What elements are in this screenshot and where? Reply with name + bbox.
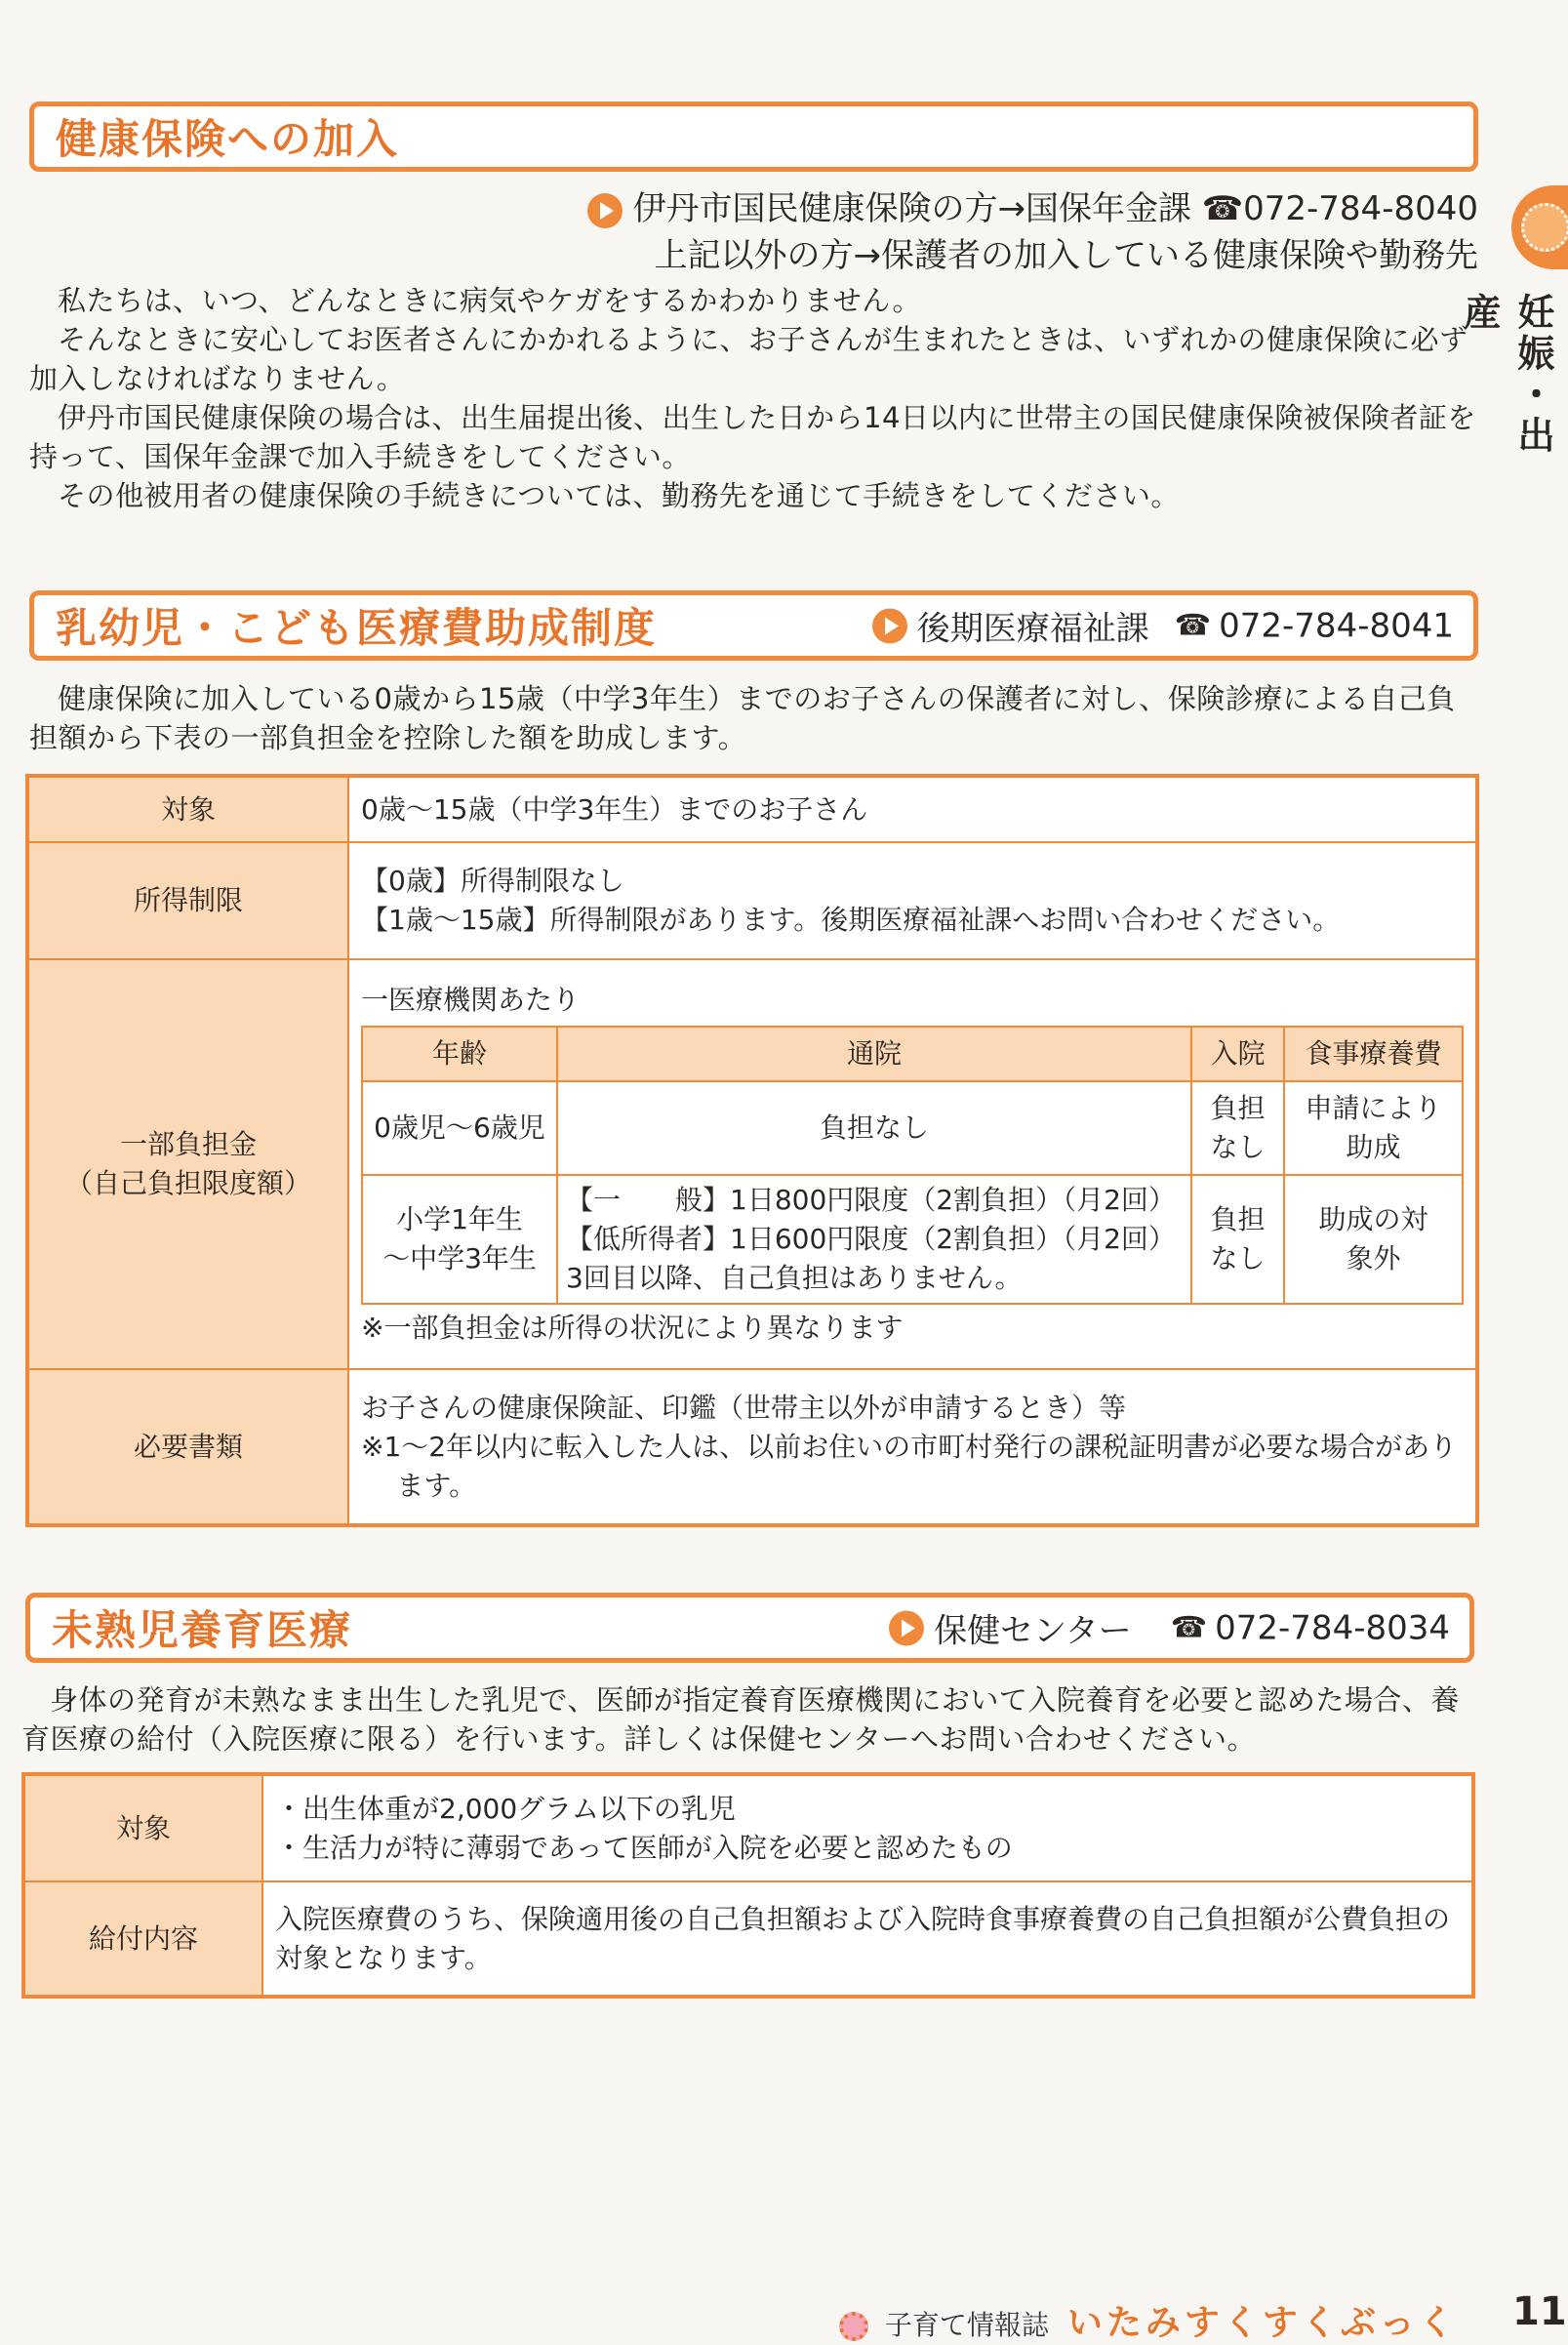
phone-icon: ☎ (1174, 608, 1212, 643)
copay-sub-table (361, 1026, 1464, 1305)
section-header-medical-subsidy (29, 590, 1478, 661)
paragraph: その他被用者の健康保険の手続きについては、勤務先を通じて手続きをしてください。 (58, 479, 1180, 512)
section-contact (889, 1604, 1450, 1652)
row-label-income: 所得制限 (27, 842, 348, 959)
row-label-target: 対象 (23, 1774, 262, 1881)
section-contact (872, 602, 1454, 650)
contact-line-other: 上記以外の方→保護者の加入している健康保険や勤務先 (654, 236, 1478, 275)
section-header-health-insurance (29, 101, 1478, 172)
cell-inpatient: 負担なし (1191, 1081, 1284, 1175)
flower-icon (839, 2312, 868, 2341)
cell-inpatient: 負担なし (1191, 1175, 1284, 1304)
brand-name: いたみすくすくぶっく (1066, 2303, 1458, 2343)
chapter-label: 妊娠・出産 (1458, 293, 1554, 457)
section2-intro: 健康保険に加入している0歳から15歳（中学3年生）までのお子さんの保護者に対し、保険診療による自己負担額から下表の一部負担金を控除した額を助成します。 (29, 682, 1456, 754)
paragraph: そんなときに安心してお医者さんにかかれるように、お子さんが生まれたときは、いずれかの健康保険に必ず加入しなければなりません。 (29, 323, 1468, 395)
magazine-label: 子育て情報誌 (884, 2309, 1049, 2341)
page-footer (839, 2289, 1567, 2345)
row-value-benefit: 入院医療費のうち、保険適用後の自己負担額および入院時食事療養費の自己負担額が公費負担の対象となります。 (262, 1881, 1473, 1997)
section-title: 未熟児養育医療 (52, 1606, 353, 1654)
premature-care-table (21, 1772, 1475, 1999)
section1-contacts (390, 185, 1478, 279)
copay-note: ※一部負担金は所得の状況により異なります (361, 1312, 904, 1344)
section3-intro: 身体の発育が未熟なまま出生した乳児で、医師が指定養育医療機関において入院養育を必要と認めた場合、養育医療の給付（入院医療に限る）を行います。詳しくは保健センターへお問い合わせください。 (21, 1683, 1460, 1756)
cell-outpatient: 負担なし (557, 1081, 1191, 1175)
row-value-copay (348, 959, 1477, 1369)
play-arrow-icon (889, 1610, 924, 1645)
row-label-copay: 一部負担金 （自己負担限度額） (27, 959, 348, 1369)
header-inpatient: 入院 (1191, 1027, 1284, 1081)
row-value-target: ・出生体重が2,000グラム以下の乳児 ・生活力が特に薄弱であって医師が入院を必要と認めたもの (262, 1774, 1473, 1881)
cell-age: 0歳児〜6歳児 (362, 1081, 557, 1175)
cell-outpatient: 【一 般】1日800円限度（2割負担）（月2回） 【低所得者】1日600円限度（2割負担）（月2回） 3回目以降、自己負担はありません。 (557, 1175, 1191, 1304)
header-age: 年齢 (362, 1027, 557, 1081)
contact-phone[interactable]: 072-784-8034 (1215, 1608, 1450, 1647)
header-outpatient: 通院 (557, 1027, 1191, 1081)
cell-meal: 申請により助成 (1284, 1081, 1463, 1175)
row-label-docs: 必要書類 (27, 1369, 348, 1525)
phone-icon: ☎ (1170, 1610, 1208, 1645)
contact-phone[interactable]: 072-784-8041 (1219, 606, 1454, 645)
header-meal: 食事療養費 (1284, 1027, 1463, 1081)
paragraph: 私たちは、いつ、どんなときに病気やケガをするかわかりません。 (58, 284, 922, 317)
section-header-premature-care (25, 1593, 1474, 1663)
section-title: 健康保険への加入 (56, 115, 400, 163)
cell-age: 小学1年生 〜中学3年生 (362, 1175, 557, 1304)
copay-intro: 一医療機関あたり (361, 984, 581, 1016)
chapter-side-tab[interactable] (1458, 185, 1568, 478)
paragraph: 伊丹市国民健康保険の場合は、出生届提出後、出生した日から14日以内に世帯主の国民健康保険被保険者証を持って、国保年金課で加入手続きをしてください。 (29, 401, 1476, 473)
contact-dept: 保健センター (934, 1611, 1132, 1651)
row-value-income: 【0歳】所得制限なし 【1歳〜15歳】所得制限があります。後期医療福祉課へお問い合わせください。 (348, 842, 1477, 959)
play-arrow-icon (587, 193, 623, 228)
row-value-target: 0歳〜15歳（中学3年生）までのお子さん (348, 776, 1477, 842)
play-arrow-icon (872, 608, 907, 643)
contact-dept: 後期医療福祉課 (916, 609, 1149, 649)
row-value-docs: お子さんの健康保険証、印鑑（世帯主以外が申請するとき）等 ※1〜2年以内に転入した人は、以前お住いの市町村発行の課税証明書が必要な場合があります。 (348, 1369, 1477, 1525)
page-number: 11 (1512, 2289, 1567, 2334)
flower-tab-icon (1511, 185, 1568, 269)
section-title: 乳幼児・こども医療費助成制度 (56, 604, 658, 652)
cell-meal: 助成の対象外 (1284, 1175, 1463, 1304)
section1-body (29, 281, 1483, 515)
contact-line-national: 伊丹市国民健康保険の方→国保年金課 ☎072-784-8040 (390, 185, 1478, 232)
row-label-target: 対象 (27, 776, 348, 842)
subsidy-table (25, 774, 1479, 1527)
row-label-benefit: 給付内容 (23, 1881, 262, 1997)
